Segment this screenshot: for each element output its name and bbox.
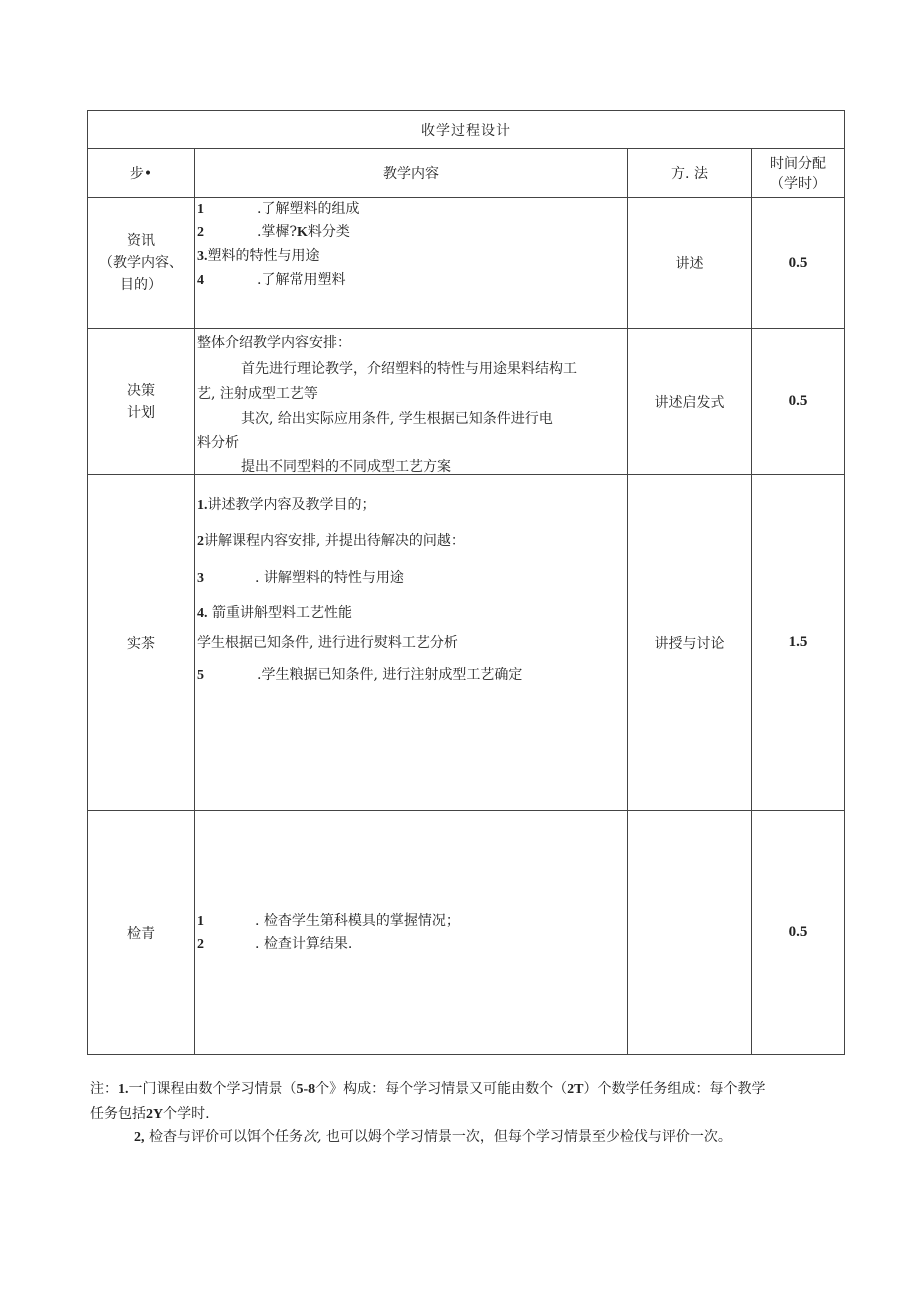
content-cell — [195, 475, 628, 811]
item-text: 讲解课程内容安排, 并提出待解决的问越： — [204, 533, 465, 549]
item-number: 4 — [197, 273, 204, 288]
content-line — [197, 270, 345, 291]
item-number: 1 — [197, 914, 204, 929]
time-cell: 0.5 — [752, 198, 845, 329]
content-line: 艺, 注射成型工艺等 — [197, 386, 318, 402]
time-cell: 0.5 — [752, 811, 845, 1055]
content-cell — [195, 811, 628, 1055]
item-text: . 检杳学生第科模具的掌握情况； — [255, 913, 460, 929]
header-time-line2: （学时） — [770, 176, 826, 192]
content-line — [197, 199, 359, 220]
item-text: . 讲解塑料的特性与用途 — [255, 570, 404, 586]
item-text-bold: K — [296, 225, 308, 240]
content-line — [197, 603, 352, 624]
item-number: 3. — [197, 249, 208, 264]
header-step: 步• — [88, 149, 195, 198]
content-line: 首先进行理论教学，介绍塑料的特性与用途果料结构工 — [241, 361, 577, 377]
table-row — [88, 475, 845, 811]
content-line — [197, 495, 376, 516]
teaching-process-table — [87, 110, 845, 1055]
footnotes — [90, 1077, 850, 1145]
item-text: 箭重讲斛型料工艺性能 — [207, 605, 352, 621]
step-cell: 检青 — [88, 811, 195, 1055]
content-cell — [195, 329, 628, 475]
method-cell: 讲述 — [628, 198, 752, 329]
time-cell: 1.5 — [752, 475, 845, 811]
table-title: 收学过程设计 — [88, 111, 845, 149]
content-line — [197, 633, 458, 653]
content-line — [197, 222, 350, 243]
content-line: 其次, 给出实际应用条件, 学生根据已知条件进行电 — [241, 411, 553, 427]
content-line — [197, 246, 320, 267]
step-label-line: 计划 — [127, 404, 155, 421]
item-text: .了解常用塑料 — [257, 272, 346, 288]
note-number: 2Y — [146, 1107, 164, 1122]
step-label-line: （教学内容、 — [99, 255, 183, 271]
content-line — [197, 911, 460, 932]
content-line — [197, 531, 465, 552]
note-text: 个学时. — [163, 1106, 210, 1122]
item-number: 1. — [197, 498, 208, 513]
content-line — [197, 568, 404, 589]
note-text: 一门课程由数个学习情景（ — [128, 1081, 297, 1097]
header-time-line1: 时间分配 — [770, 156, 826, 172]
content-line — [197, 934, 352, 955]
content-cell — [195, 198, 628, 329]
step-cell — [88, 198, 195, 329]
item-text: . 检查计算结果. — [255, 936, 353, 952]
table-row — [88, 329, 845, 475]
step-label-line: 资讯 — [127, 233, 155, 249]
footnote-line-1 — [90, 1077, 850, 1102]
item-number: 4. — [197, 606, 208, 621]
content-line: 提出不同型料的不同成型工艺方案 — [241, 459, 451, 475]
note-text-italic: 次, — [302, 1129, 322, 1145]
header-time — [752, 149, 845, 198]
method-cell: 讲述启发式 — [628, 329, 752, 475]
step-label-line: 决策 — [127, 382, 155, 399]
note-text: 检杳与评价可以饵个任务 — [144, 1129, 303, 1145]
time-cell: 0.5 — [752, 329, 845, 475]
note-text: 注： — [90, 1081, 118, 1097]
header-content: 教学内容 — [195, 149, 628, 198]
note-number: 2, — [134, 1130, 145, 1145]
content-line — [197, 665, 522, 686]
content-line: 料分析 — [197, 435, 239, 451]
step-cell — [88, 329, 195, 475]
note-number: 1. — [118, 1082, 129, 1097]
item-number: 5 — [197, 668, 204, 683]
table-row — [88, 198, 845, 329]
table-row — [88, 811, 845, 1055]
footnote-line-3 — [134, 1125, 732, 1150]
note-text: 任务包括 — [90, 1106, 146, 1122]
item-text: 讲述教学内容及教学目的； — [207, 497, 376, 513]
item-text: 学生根据已知条件, 进行进行熨料工艺分析 — [197, 635, 458, 651]
footnote-line-2 — [90, 1102, 850, 1127]
item-number: 2 — [197, 534, 204, 549]
note-text: ）个数学任务组成：每个教学 — [583, 1081, 766, 1097]
method-cell — [628, 811, 752, 1055]
item-number: 1 — [197, 202, 204, 217]
content-line: 整体介绍教学内容安排： — [197, 335, 351, 351]
note-text: 个》构成：每个学习情景又可能由数个（ — [315, 1081, 568, 1097]
step-label-line: 目的） — [120, 277, 162, 293]
header-method: 方. 法 — [628, 149, 752, 198]
item-number: 2 — [197, 937, 204, 952]
note-text: 也可以姆个学习情景一次，但每个学习情景至少检伐与评价一次。 — [321, 1129, 732, 1145]
item-number: 2 — [197, 225, 204, 240]
step-cell: 实茶 — [88, 475, 195, 811]
note-number: 2T — [567, 1082, 584, 1097]
item-text: 料分类 — [307, 224, 350, 240]
item-text: .学生粮据已知条件, 进行注射成型工艺确定 — [257, 667, 523, 683]
note-number: 5-8 — [296, 1082, 316, 1097]
method-cell: 讲授与讨论 — [628, 475, 752, 811]
item-number: 3 — [197, 571, 204, 586]
item-text: .了解塑料的组成 — [257, 201, 360, 217]
item-text: .掌樨? — [257, 224, 297, 240]
item-text: 塑料的特性与用途 — [207, 248, 320, 264]
